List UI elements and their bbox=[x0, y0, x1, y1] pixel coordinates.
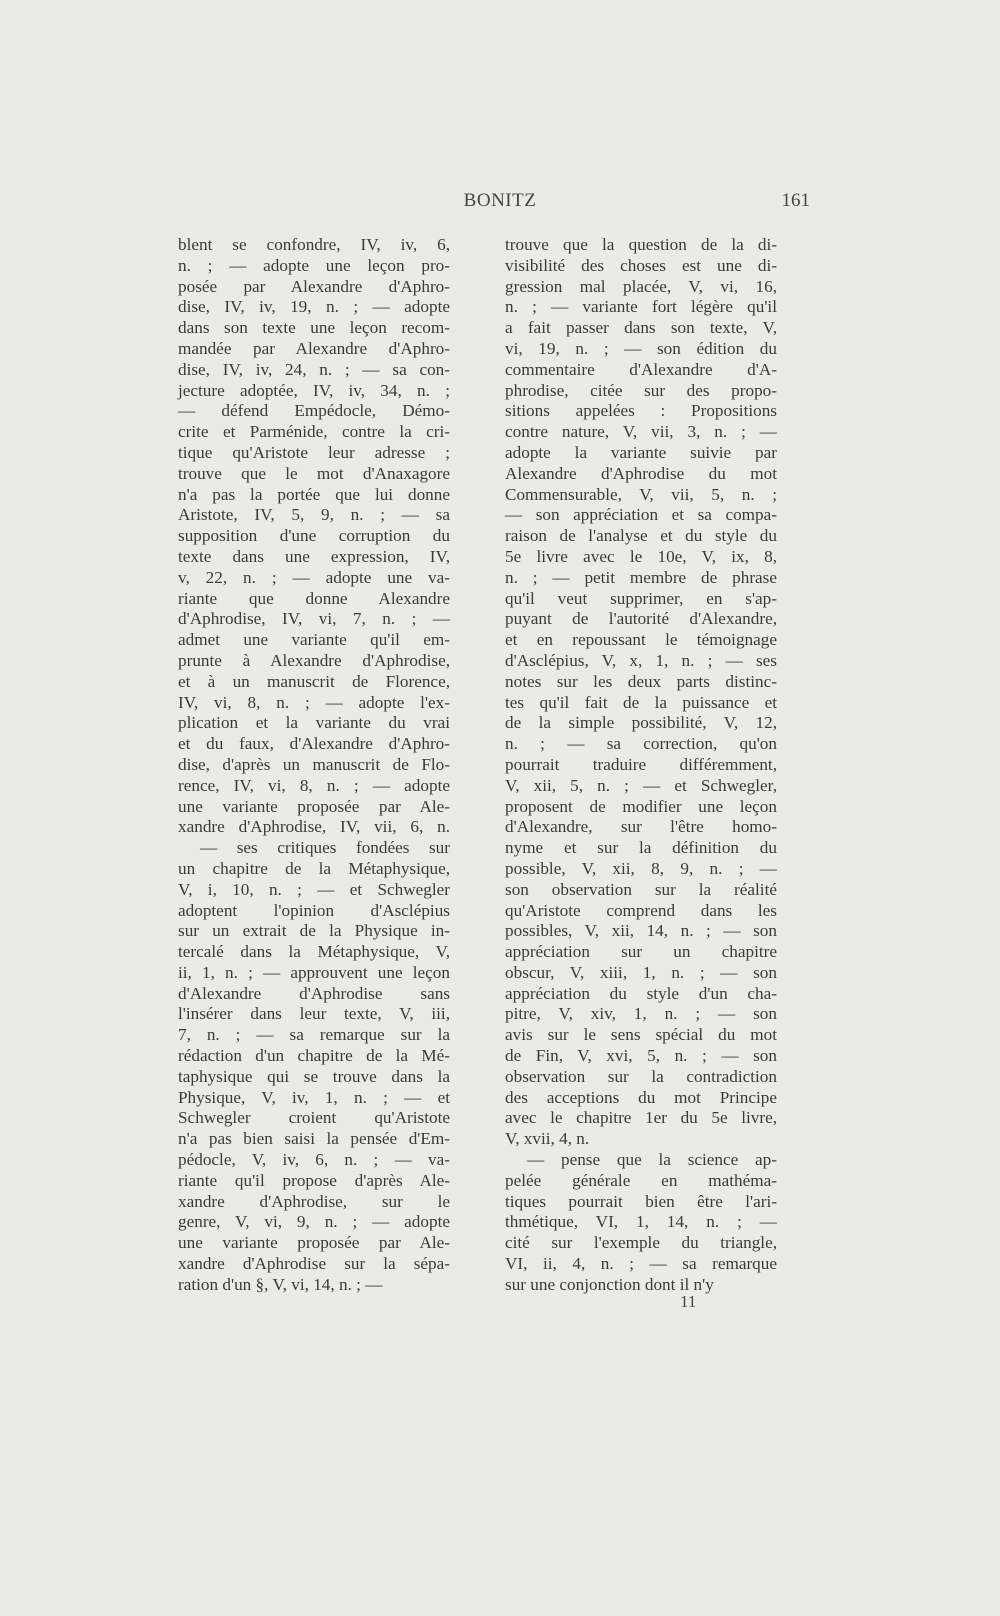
text-line: Schwegler croient qu'Aristote bbox=[178, 1108, 450, 1128]
text-line: proposent de modifier une leçon bbox=[505, 796, 777, 816]
text-line: un chapitre de la Métaphysique, bbox=[178, 858, 450, 878]
text-line: texte dans une expression, IV, bbox=[178, 546, 450, 566]
text-line: IV, vi, 8, n. ; — adopte l'ex- bbox=[178, 692, 450, 712]
text-line: d'Asclépius, V, x, 1, n. ; — ses bbox=[505, 650, 777, 670]
text-line: genre, V, vi, 9, n. ; — adopte bbox=[178, 1212, 450, 1232]
text-line: avis sur le sens spécial du mot bbox=[505, 1025, 777, 1045]
text-line: possible, V, xii, 8, 9, n. ; — bbox=[505, 858, 777, 878]
text-line: tes qu'il fait de la puissance et bbox=[505, 692, 777, 712]
text-line: v, 22, n. ; — adopte une va- bbox=[178, 567, 450, 587]
text-line: — son appréciation et sa compa- bbox=[505, 505, 777, 525]
text-line: dans son texte une leçon recom- bbox=[178, 318, 450, 338]
text-line: contre nature, V, vii, 3, n. ; — bbox=[505, 422, 777, 442]
text-line: avec le chapitre 1er du 5e livre, bbox=[505, 1108, 777, 1128]
text-line: VI, ii, 4, n. ; — sa remarque bbox=[505, 1254, 777, 1274]
text-line: pitre, V, xiv, 1, n. ; — son bbox=[505, 1004, 777, 1024]
signature-mark: 11 bbox=[680, 1292, 697, 1311]
text-line: n. ; — adopte une leçon pro- bbox=[178, 255, 450, 275]
running-header-title: BONITZ bbox=[463, 190, 537, 211]
page-number: 161 bbox=[781, 190, 810, 211]
text-line: obscur, V, xiii, 1, n. ; — son bbox=[505, 962, 777, 982]
text-line: n'a pas la portée que lui donne bbox=[178, 484, 450, 504]
text-line: trouve que la question de la di- bbox=[505, 235, 777, 254]
text-line: dise, d'après un manuscrit de Flo- bbox=[178, 754, 450, 774]
text-line: pelée générale en mathéma- bbox=[505, 1170, 777, 1190]
text-line: gression mal placée, V, vi, 16, bbox=[505, 276, 777, 296]
text-line: tercalé dans la Métaphysique, V, bbox=[178, 942, 450, 962]
text-line: crite et Parménide, contre la cri- bbox=[178, 422, 450, 442]
text-line: pédocle, V, iv, 6, n. ; — va- bbox=[178, 1150, 450, 1170]
right-text-column bbox=[505, 235, 777, 1296]
text-line: ration d'un §, V, vi, 14, n. ; — bbox=[178, 1274, 383, 1294]
text-line: nyme et sur la définition du bbox=[505, 838, 777, 858]
text-line: appréciation sur un chapitre bbox=[505, 942, 777, 962]
text-line: sitions appelées : Propositions bbox=[505, 401, 777, 421]
text-line: plication et la variante du vrai bbox=[178, 713, 450, 733]
text-line: appréciation du style d'un cha- bbox=[505, 983, 777, 1003]
text-line: — défend Empédocle, Démo- bbox=[178, 401, 450, 421]
text-line: et à un manuscrit de Florence, bbox=[178, 671, 450, 691]
text-line: thmétique, VI, 1, 14, n. ; — bbox=[505, 1212, 777, 1232]
text-line: supposition d'une corruption du bbox=[178, 526, 450, 546]
text-line: n. ; — variante fort légère qu'il bbox=[505, 297, 777, 317]
text-line: visibilité des choses est une di- bbox=[505, 255, 777, 275]
text-line: 5e livre avec le 10e, V, ix, 8, bbox=[505, 546, 777, 566]
text-line: xandre d'Aphrodise, IV, vii, 6, n. bbox=[178, 817, 450, 837]
text-line: taphysique qui se trouve dans la bbox=[178, 1066, 450, 1086]
text-line: n. ; — sa correction, qu'on bbox=[505, 734, 777, 754]
text-line: V, xii, 5, n. ; — et Schwegler, bbox=[505, 775, 777, 795]
text-line: des acceptions du mot Principe bbox=[505, 1087, 777, 1107]
text-line: n'a pas bien saisi la pensée d'Em- bbox=[178, 1129, 450, 1149]
text-line: et en repoussant le témoignage bbox=[505, 630, 777, 650]
text-line: n. ; — petit membre de phrase bbox=[505, 567, 777, 587]
text-line: posée par Alexandre d'Aphro- bbox=[178, 276, 450, 296]
text-line: possibles, V, xii, 14, n. ; — son bbox=[505, 921, 777, 941]
text-line: tique qu'Aristote leur adresse ; bbox=[178, 442, 450, 462]
text-line: l'insérer dans leur texte, V, iii, bbox=[178, 1004, 450, 1024]
text-line: phrodise, citée sur des propo- bbox=[505, 380, 777, 400]
text-line: jecture adoptée, IV, iv, 34, n. ; bbox=[178, 380, 450, 400]
text-line: commentaire d'Alexandre d'A- bbox=[505, 359, 777, 379]
text-line: d'Alexandre, sur l'être homo- bbox=[505, 817, 777, 837]
text-line: riante qu'il propose d'après Ale- bbox=[178, 1170, 450, 1190]
text-line: 7, n. ; — sa remarque sur la bbox=[178, 1025, 450, 1045]
text-line: notes sur les deux parts distinc- bbox=[505, 671, 777, 691]
text-line: dise, IV, iv, 24, n. ; — sa con- bbox=[178, 359, 450, 379]
text-line: pourrait traduire différemment, bbox=[505, 754, 777, 774]
left-text-column bbox=[178, 235, 450, 1296]
text-line: mandée par Alexandre d'Aphro- bbox=[178, 338, 450, 358]
text-line: V, i, 10, n. ; — et Schwegler bbox=[178, 879, 450, 899]
text-line: riante que donne Alexandre bbox=[178, 588, 450, 608]
text-line: prunte à Alexandre d'Aphrodise, bbox=[178, 650, 450, 670]
text-line: et du faux, d'Alexandre d'Aphro- bbox=[178, 734, 450, 754]
text-line: adopte la variante suivie par bbox=[505, 442, 777, 462]
text-line: de Fin, V, xvi, 5, n. ; — son bbox=[505, 1046, 777, 1066]
text-line: cité sur l'exemple du triangle, bbox=[505, 1233, 777, 1253]
text-line: ii, 1, n. ; — approuvent une leçon bbox=[178, 962, 450, 982]
text-line: V, xvii, 4, n. bbox=[505, 1129, 590, 1149]
text-line: puyant de l'autorité d'Alexandre, bbox=[505, 609, 777, 629]
text-line: vi, 19, n. ; — son édition du bbox=[505, 338, 777, 358]
text-line: blent se confondre, IV, iv, 6, bbox=[178, 235, 450, 254]
text-line: Physique, V, iv, 1, n. ; — et bbox=[178, 1087, 450, 1107]
text-line: dise, IV, iv, 19, n. ; — adopte bbox=[178, 297, 450, 317]
text-line: de la simple possibilité, V, 12, bbox=[505, 713, 777, 733]
text-line: adoptent l'opinion d'Asclépius bbox=[178, 900, 450, 920]
text-line: sur une conjonction dont il n'y bbox=[505, 1274, 714, 1294]
text-line: qu'il veut supprimer, en s'ap- bbox=[505, 588, 777, 608]
text-line: observation sur la contradiction bbox=[505, 1066, 777, 1086]
text-line: qu'Aristote comprend dans les bbox=[505, 900, 777, 920]
text-line: une variante proposée par Ale- bbox=[178, 1233, 450, 1253]
text-line: rence, IV, vi, 8, n. ; — adopte bbox=[178, 775, 450, 795]
text-line: — ses critiques fondées sur bbox=[200, 838, 450, 858]
text-line: d'Alexandre d'Aphrodise sans bbox=[178, 983, 450, 1003]
text-line: d'Aphrodise, IV, vi, 7, n. ; — bbox=[178, 609, 450, 629]
text-line: Alexandre d'Aphrodise du mot bbox=[505, 463, 777, 483]
text-line: tiques pourrait bien être l'ari- bbox=[505, 1191, 777, 1211]
text-line: raison de l'analyse et du style du bbox=[505, 526, 777, 546]
text-line: xandre d'Aphrodise sur la sépa- bbox=[178, 1254, 450, 1274]
text-line: a fait passer dans son texte, V, bbox=[505, 318, 777, 338]
text-line: trouve que le mot d'Anaxagore bbox=[178, 463, 450, 483]
text-line: admet une variante qu'il em- bbox=[178, 630, 450, 650]
text-line: Commensurable, V, vii, 5, n. ; bbox=[505, 484, 777, 504]
text-line: xandre d'Aphrodise, sur le bbox=[178, 1191, 450, 1211]
text-line: — pense que la science ap- bbox=[527, 1150, 777, 1170]
text-line: Aristote, IV, 5, 9, n. ; — sa bbox=[178, 505, 450, 525]
text-line: sur un extrait de la Physique in- bbox=[178, 921, 450, 941]
text-line: rédaction d'un chapitre de la Mé- bbox=[178, 1046, 450, 1066]
text-line: une variante proposée par Ale- bbox=[178, 796, 450, 816]
text-line: son observation sur la réalité bbox=[505, 879, 777, 899]
